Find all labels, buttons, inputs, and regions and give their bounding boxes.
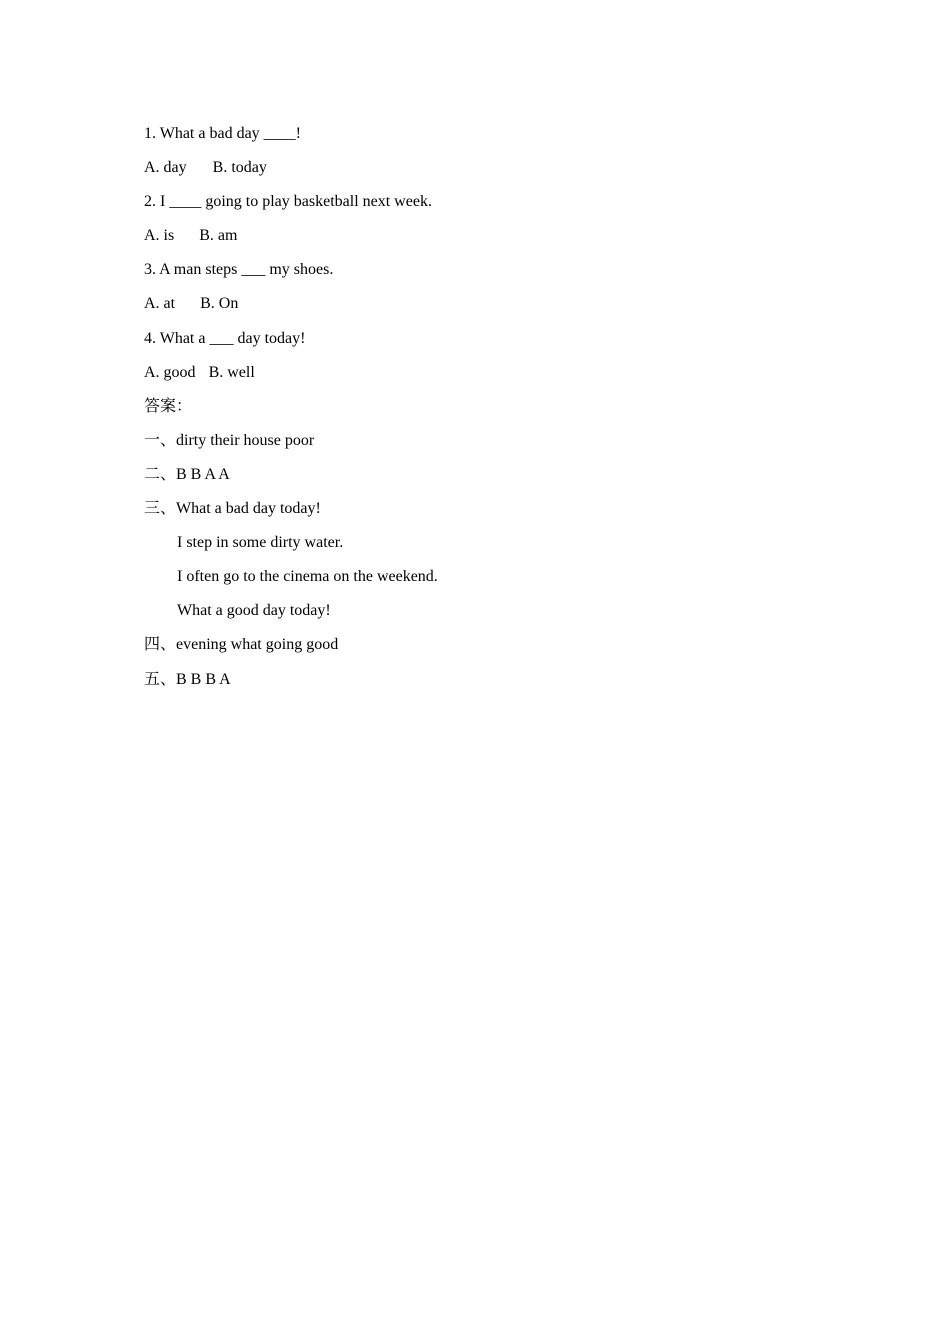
question-2-options: [144, 226, 804, 246]
answer-section-3-line-4: What a good day today!: [177, 602, 331, 620]
answer-section-4: 四、evening what going good: [144, 636, 339, 654]
question-1-option-a: A. day: [144, 159, 187, 177]
question-2-option-b: B. am: [199, 227, 238, 245]
question-3-options: [144, 294, 804, 314]
answer-section-3-line-2: I step in some dirty water.: [177, 534, 344, 552]
question-4-option-a: A. good: [144, 363, 196, 381]
question-1-option-b: B. today: [212, 159, 267, 177]
question-3-option-b: B. On: [200, 295, 239, 313]
answer-section-3-line-3: I often go to the cinema on the weekend.: [177, 568, 438, 586]
question-2: 2. I ____ going to play basketball next week.: [144, 193, 432, 211]
question-3-option-a: A. at: [144, 295, 176, 313]
answers-heading: 答案：: [144, 397, 193, 415]
question-4-options: [144, 363, 804, 383]
question-1-options: [144, 158, 804, 178]
question-4: 4. What a ___ day today!: [144, 329, 306, 347]
answer-section-5: 五、B B B A: [144, 670, 231, 688]
question-1: 1. What a bad day ____!: [144, 125, 301, 142]
document-content: [144, 124, 804, 704]
question-2-option-a: A. is: [144, 227, 175, 245]
question-3: 3. A man steps ___ my shoes.: [144, 261, 334, 279]
answer-section-1: 一、dirty their house poor: [144, 431, 315, 449]
question-4-option-b: B. well: [208, 363, 255, 381]
answer-section-3: 三、What a bad day today!: [144, 500, 321, 518]
answer-section-2: 二、B B A A: [144, 465, 230, 483]
